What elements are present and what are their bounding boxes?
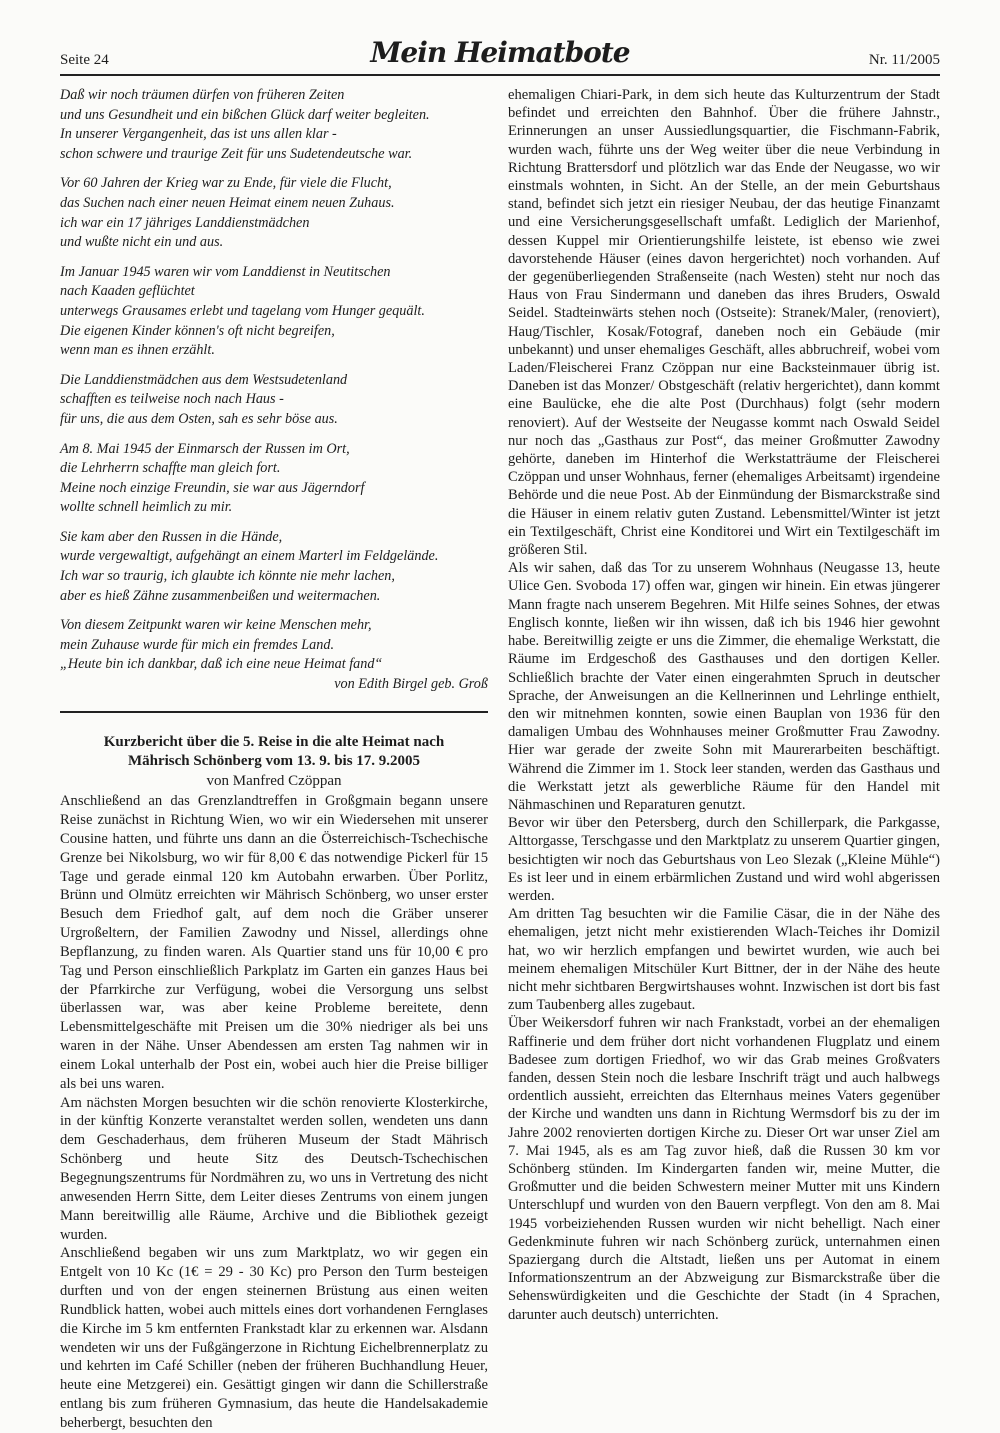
poem-stanza (60, 174, 488, 252)
poem-stanza (60, 86, 488, 164)
article-body-left (60, 792, 488, 1433)
masthead-logo: Mein Heimatbote (370, 36, 630, 69)
poem-line: Meine noch einzige Freundin, sie war aus Jägerndorf (60, 479, 365, 496)
right-column (508, 86, 940, 1324)
poem-stanza (60, 616, 488, 675)
poem-line: unterwegs Grausames erlebt und tagelang vom Hunger gequält. (60, 302, 425, 319)
page-header (60, 36, 940, 76)
issue-number: Nr. 11/2005 (868, 52, 940, 68)
article-paragraph: Als wir sahen, daß das Tor zu unserem Wohnhaus (Neugasse 13, heute Ulice Gen. Svoboda 17) offen war, gingen wir hinein. Ein etwas jüngerer Mann fragte nach unserem Begehren. Mit Hilfe seines Sohnes, der etwas Englisch konnte, ließen wir ihn wissen, daß ich bis 1946 hier gewohnt habe. Bereitwillig zeigte er uns die Zimmer, die ehemalige Werkstatt, die Räume im Erdgeschoß des Gasthauses und den dortigen Keller. Schließlich brachte der Vater einen eingerahmten Spruch in deutscher Sprache, der Anweisungen an die Kellnerinnen und Lehrlinge enthielt, den wir mitnehmen konnten, sowie einen Bauplan von 1936 für den damaligen Umbau des Wohnhauses meiner Großmutter Frau Zawodny. Hier war gerade der zweite Sohn mit Maurerarbeiten beschäftigt. Während die Zimmer im 1. Stock leer standen, werden das Gasthaus und die Werkstatt jetzt als gewerbliche Räume für den Handel mit Nähmaschinen und Reparaturen genutzt. (508, 560, 940, 813)
poem-line: Von diesem Zeitpunkt waren wir keine Menschen mehr, (60, 617, 372, 634)
left-column (60, 86, 488, 1433)
poem-line: Sie kam aber den Russen in die Hände, (60, 528, 283, 545)
poem-line: und uns Gesundheit und ein bißchen Glück darf weiter begleiten. (60, 106, 430, 123)
poem-line: mein Zuhause wurde für mich ein fremdes Land. (60, 636, 335, 653)
poem-line: die Lehrherrn schaffte man gleich fort. (60, 460, 281, 477)
article-paragraph: Über Weikersdorf fuhren wir nach Frankstadt, vorbei an der ehemaligen Raffinerie und dem früher dort nicht vorhandenen Flugplatz und einem Badesee zum dortigen Friedhof, wo wir das Grab meines Großvaters fanden, dessen Stein noch die lesbare Inschrift trägt und auch halbwegs ordentlich aussieht, erreichten das Elternhaus meines Vaters gegenüber der Kirche und wandten uns dann in Richtung Wermsdorf bis zu der im Jahre 2002 renovierten dortigen Kirche zu. Dieser Ort war unser Ziel am 7. Mai 1945, als es am Tag zuvor hieß, daß die Russen 30 km vor Schönberg stünden. Im Kindergarten fanden wir, meine Mutter, die Großmutter und die beiden Schwestern meiner Mutter mit uns Kindern Unterschlupf und wurden von den Bauern verpflegt. Von den am 8. Mai 1945 vorbeiziehenden Russen wurden wir nicht behelligt. Nach einer Gedenkminute fuhren wir nach Schönberg zurück, unternahmen einen Spaziergang durch die Altstadt, ließen uns per Automat in einem Informationszentrum an der Abzweigung zur Bismarckstraße über die Sehenswürdigkeiten und die Geschichte der Stadt (in 4 Sprachen, darunter auch deutsch) unterrichten. (508, 1015, 940, 1323)
section-divider (60, 711, 488, 713)
header-rule (60, 74, 940, 76)
poem-stanza (60, 371, 488, 430)
article-paragraph: Am dritten Tag besuchten wir die Familie Cäsar, die in der Nähe des ehemaligen, jetzt nicht mehr existierenden Wlach-Teiches ihr Domizil hat, wo wir herzlich empfangen und bewirtet wurden, wie auch bei meinem ehemaligen Mitschüler Kurt Bittner, der in der Nähe des heute nicht mehr sichtbaren Bergwirtshauses wohnt. Inzwischen ist dort bis fast zum Taubenberg alles zugebaut. (508, 906, 940, 1014)
poem-line: wollte schnell heimlich zu mir. (60, 499, 233, 516)
poem-line: aber es hieß Zähne zusammenbeißen und weitermachen. (60, 587, 381, 604)
poem-line: Vor 60 Jahren der Krieg war zu Ende, für viele die Flucht, (60, 175, 392, 192)
article-paragraph: Anschließend an das Grenzlandtreffen in Großgmain begann unsere Reise zunächst in Richtung Wien, wo wir ein Wiedersehen mit unserer Cousine hatten, und führte uns dann an die Österreichisch-Tschechische Grenze bei Nikolsburg, wo wir für 8,00 € das notwendige Pickerl für 15 Tage und gerade einmal 120 km Autobahn erwarben. Über Porlitz, Brünn und Olmütz erreichten wir Mährisch Schönberg, wo unser erster Besuch dem Friedhof galt, auf dem noch die Gräber unserer Urgroßeltern, der Familien Zawodny und Nissel, allerdings ohne Bepflanzung, zu finden waren. Als Quartier stand uns für 10,00 € pro Tag und Person einschließlich Parkplatz im Garten ein ganzes Haus bei der Pfarrkirche zur Verfügung, wobei die Versorgung uns selbst überlassen war, was aber keine Probleme bereitete, denn Lebensmittelgeschäfte mit Preisen um die 30% niedriger als bei uns waren in der Nähe. Unser Abendessen am ersten Tag nahmen wir in einem Lokal unterhalb der Post ein, wobei auch hier die Preise billiger als bei uns waren. (60, 793, 488, 1092)
poem (60, 86, 488, 695)
article-title-line: Kurzbericht über die 5. Reise in die alte Heimat nach (103, 733, 445, 750)
article-title (60, 733, 488, 772)
article-paragraph: ehemaligen Chiari-Park, in dem sich heute das Kulturzentrum der Stadt befindet und erreichten den Bahnhof. Über die frühere Jahnstr., Erinnerungen an unser Aussiedlungsquartier, die Fischmann-Fabrik, wurden wach, führte uns der Weg weiter über die neue Verbindung in Richtung Brattersdorf und plötzlich war das Ende der Neugasse, wo wir einstmals wohnten, in Sicht. An der Stelle, an der mein Geburtshaus stand, befindet sich jetzt ein riesiger Neubau, der das heutige Finanzamt und eine Versicherungsgesellschaft umfaßt. Lediglich der Marienhof, dessen Kuppel mir Orientierungshilfe leistete, ist ebenso wie zwei davorstehende Häuser (eines davon hergerichtet) noch vorhanden. Auf der gegenüberliegenden Straßenseite (nach Westen) steht nur noch das Haus von Frau Sindermann und daneben das ihres Bruders, Oswald Seidel. Stadteinwärts stehen noch (Ostseite): Stranek/Maler, (renoviert), Haug/Tischler, Kosak/Fotograf, daneben noch ein Gebäude (mir unbekannt) und unser ehemaliges Geschäft, alles abbruchreif, wobei vom Laden/Fleischerei Franz Czöppan nur eine Backsteinmauer übrig ist. Daneben ist das Monzer/ Obstgeschäft (relativ hergerichtet), dann kommt eine Baulücke, ehe die alte Post (Durchhaus) folgt (sehr modern renoviert). Auf der Westseite der Neugasse kommt nach Oswald Seidel nur noch das „Gasthaus zur Post“, das meiner Großmutter Zawodny gehörte, daneben im Hinterhof die Werkstatträume der Fleischerei Czöppan und unser Wohnhaus, ferner (ehemaliges Arbeitsamt) irgendeine Behörde und die neue Post. Ab der Einmündung der Bismarckstraße sind die Häuser in einem relativ guten Zustand. Lebensmittel/Winter ist jetzt ein Textilgeschäft, Christ eine Konditorei und Wirt ein Textilgeschäft im größeren Stil. (508, 87, 940, 559)
page-number: Seite 24 (60, 52, 109, 68)
poem-line: ich war ein 17 jähriges Landdienstmädchen (60, 214, 310, 231)
poem-line: In unserer Vergangenheit, das ist uns allen klar - (60, 126, 337, 143)
poem-line: Ich war so traurig, ich glaubte ich könnte nie mehr lachen, (60, 568, 395, 585)
poem-line: nach Kaaden geflüchtet (60, 283, 195, 300)
poem-line: das Suchen nach einer neuen Heimat einem neuen Zuhaus. (60, 194, 395, 211)
article-paragraph: Anschließend begaben wir uns zum Marktplatz, wo wir gegen ein Entgelt von 10 Kc (1€ = 29 - 30 Kc) pro Person den Turm besteigen durften und von der engen steinernen Brüstung aus einen weiten Rundblick hatten, wobei auch mittels eines dort vorhandenen Fernglases die Kirche im 5 km entfernten Frankstadt klar zu erkennen war. Alsdann wendeten wir uns der Fußgängerzone in Richtung Eichelbrennerplatz zu und kehrten im Café Schiller (neben der früheren Buchhandlung Heuer, heute eine Metzgerei) ein. Gesättigt gingen wir dann die Schillerstraße entlang bis zum früheren Gymnasium, das heute die Handelsakademie beherbergt, besuchten den (60, 1245, 488, 1431)
poem-line: Die eigenen Kinder können's oft nicht begreifen, (60, 322, 335, 339)
poem-stanza (60, 440, 488, 518)
poem-author: von Edith Birgel geb. Groß (334, 676, 488, 693)
poem-line: Die Landdienstmädchen aus dem Westsudetenland (60, 371, 348, 388)
article-paragraph: Am nächsten Morgen besuchten wir die schön renovierte Klosterkirche, in der künftig Konzerte veranstaltet werden sollen, wendeten uns dann dem Geschaderhaus, dem früheren Museum der Stadt Mährisch Schönberg und heute Sitz des Deutsch-Tschechischen Begegnungszentrums für Nordmähren zu, wo uns in Vertretung des nicht anwesenden Herrn Sitte, dem Leiter dieses Zentrums von einem jungen Mann bereitwillig alle Räume, Archive und die Bibliothek gezeigt wurden. (60, 1094, 488, 1243)
poem-stanza (60, 263, 488, 361)
article-title-line: Mährisch Schönberg vom 13. 9. bis 17. 9.2005 (127, 753, 421, 770)
poem-line: wurde vergewaltigt, aufgehängt an einem Marterl im Feldgelände. (60, 548, 439, 565)
poem-line: schafften es teilweise noch nach Haus - (60, 391, 284, 408)
poem-line: Im Januar 1945 waren wir vom Landdienst in Neutitschen (60, 263, 391, 280)
article-paragraph: Bevor wir über den Petersberg, durch den Schillerpark, die Parkgasse, Alttorgasse, Terschgasse und den Marktplatz zu unserem Quartier gingen, besichtigten wir noch das Geburtshaus von Leo Slezak („Kleine Mühle“) Es ist leer und in einem erbärmlichen Zustand und wird wohl abgerissen werden. (508, 815, 940, 904)
poem-line: „Heute bin ich dankbar, daß ich eine neue Heimat fand“ (60, 656, 383, 673)
poem-stanza (60, 528, 488, 606)
article-byline: von Manfred Czöppan (206, 772, 342, 789)
poem-line: schon schwere und traurige Zeit für uns Sudetendeutsche war. (60, 145, 413, 162)
poem-line: Am 8. Mai 1945 der Einmarsch der Russen im Ort, (60, 440, 350, 457)
poem-line: wenn man es ihnen erzählt. (60, 342, 215, 359)
poem-line: für uns, die aus dem Osten, sah es sehr böse aus. (60, 410, 338, 427)
poem-line: und wußte nicht ein und aus. (60, 234, 224, 251)
poem-line: Daß wir noch träumen dürfen von früheren Zeiten (60, 87, 345, 103)
